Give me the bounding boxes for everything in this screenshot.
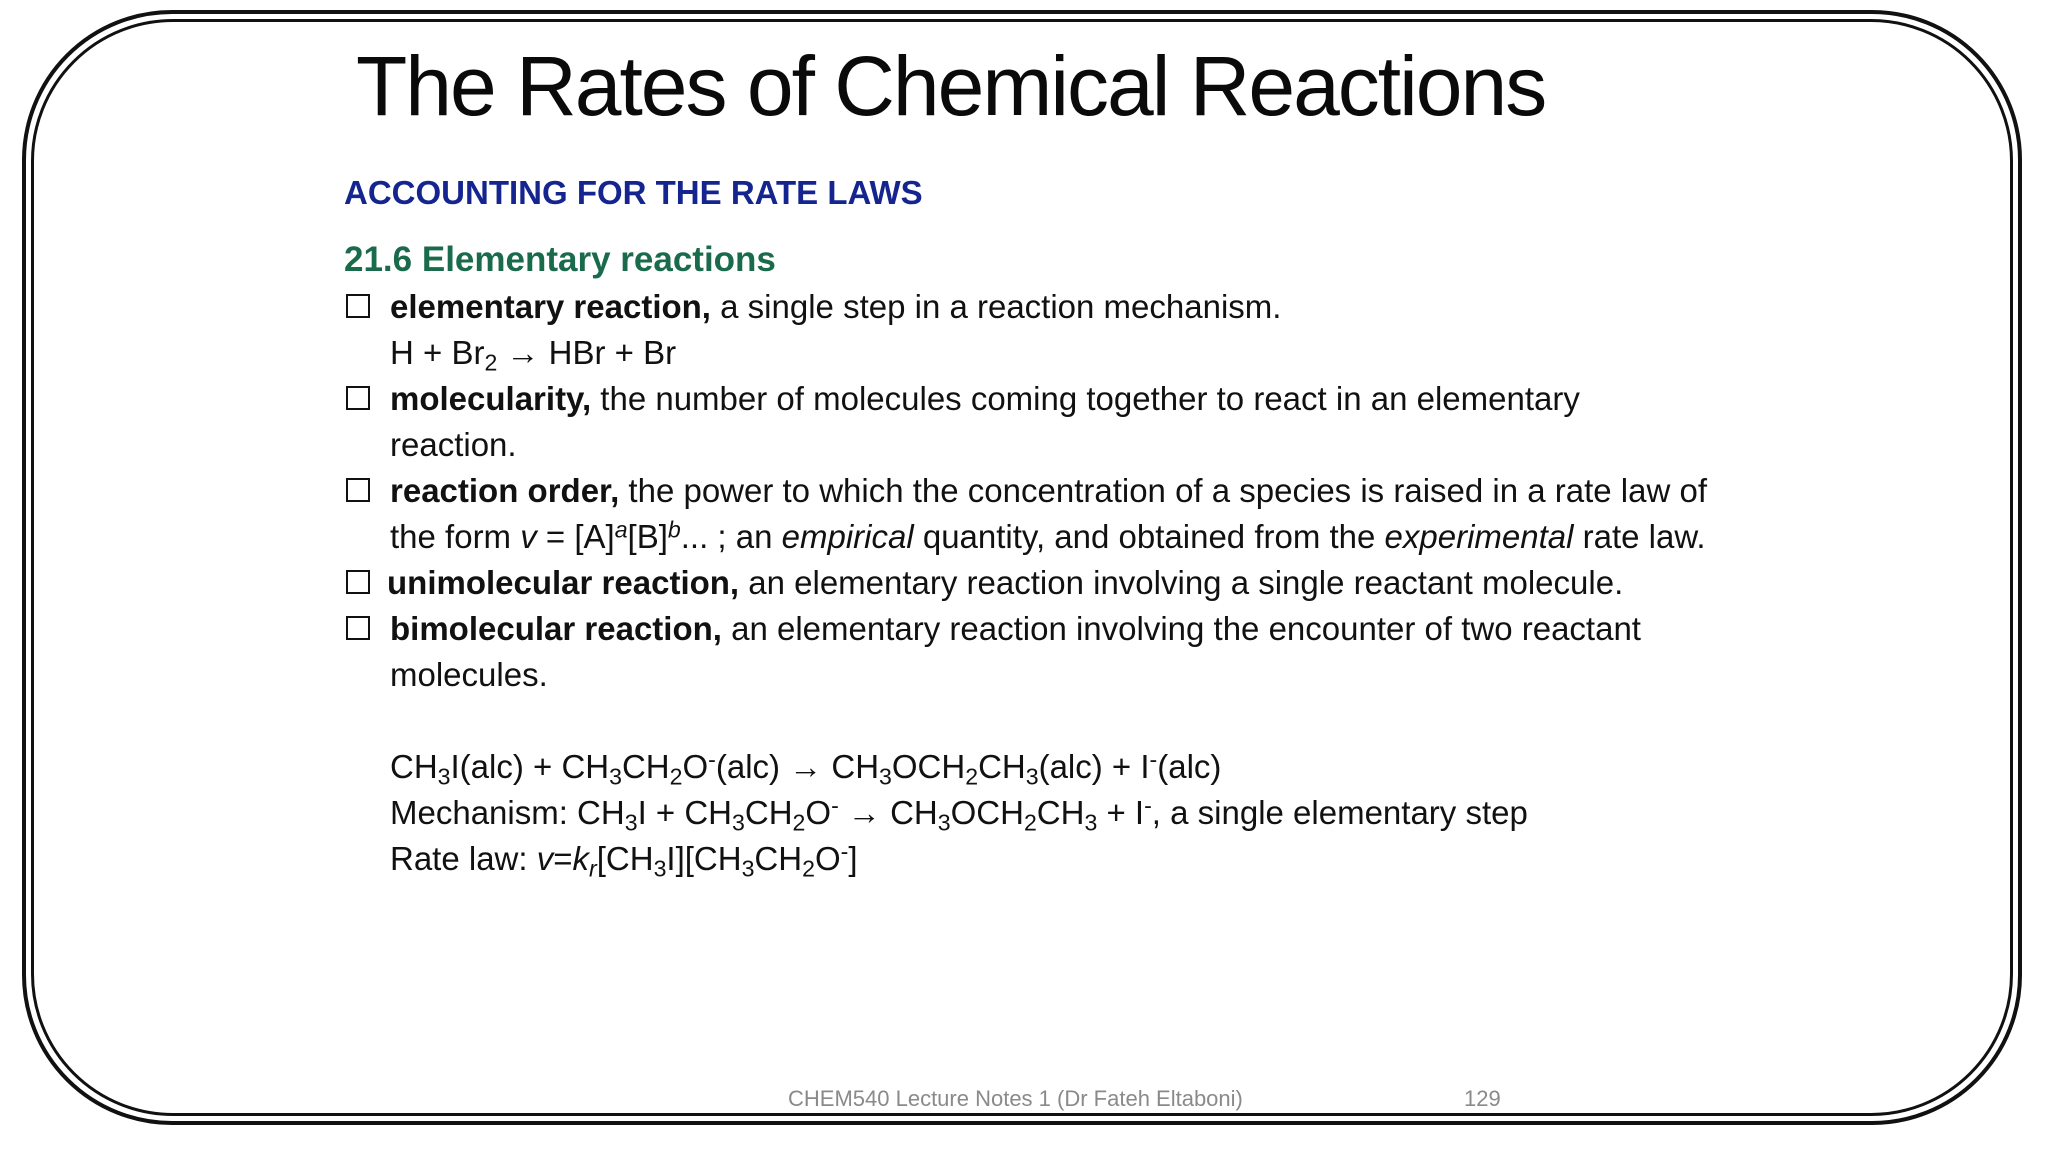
bullet-text: a single step in a reaction mechanism. <box>710 288 1282 325</box>
bullet-term: molecularity, <box>390 380 592 417</box>
checkbox-bullet-icon <box>346 570 370 594</box>
section-heading: ACCOUNTING FOR THE RATE LAWS <box>344 174 923 211</box>
bullet-text: an elementary reaction involving a single reactant molecule. <box>739 564 1624 601</box>
bullet-text: the number of molecules coming together to react in an elementary reaction. <box>390 380 1580 463</box>
bullet-term: reaction order, <box>390 472 620 509</box>
checkbox-bullet-icon <box>346 294 370 318</box>
bullet-example-equation <box>344 330 1714 376</box>
mechanism-text: Mechanism: $CH_3I + CH_3CH_2O^- \to CH_3OCH_2CH_3 + I^-$, a single elementary step <box>390 792 1528 836</box>
reaction-equation-text: $CH_3I(alc) + CH_3CH_2O^-(alc) \to CH_3OCH_2CH_3(alc) + I^-(alc)$ <box>390 746 1222 790</box>
checkbox-bullet-icon <box>346 616 370 640</box>
bullet-text: an elementary reaction involving the encounter of two reactant molecules. <box>390 610 1641 693</box>
spacer <box>344 698 1714 744</box>
rate-law-line <box>344 836 1714 882</box>
subsection-heading: 21.6 Elementary reactions <box>344 240 776 279</box>
bullet-text: the power to which the concentration of a species is raised in a rate law of the form $v = [A]^a[B]^b$... ; an empirical quantity, and obtained from the experimental rate law. <box>390 472 1708 555</box>
bullet-term: elementary reaction, <box>390 288 711 325</box>
rate-law-text: Rate law: $v=k_r[CH_3I][CH_3CH_2O^-]$ <box>390 838 858 882</box>
slide-title: The Rates of Chemical Reactions <box>356 39 1546 133</box>
slide-content <box>344 284 1714 882</box>
checkbox-bullet-icon <box>346 386 370 410</box>
mechanism-line <box>344 790 1714 836</box>
bullet-unimolecular-reaction <box>344 560 1714 606</box>
footer-text: CHEM540 Lecture Notes 1 (Dr Fateh Eltaboni) <box>788 1086 1243 1111</box>
bullet-reaction-order <box>344 468 1714 560</box>
bullet-term: bimolecular reaction, <box>390 610 722 647</box>
bullet-term: unimolecular reaction, <box>387 564 740 601</box>
bullet-bimolecular-reaction <box>344 606 1714 698</box>
bullet-elementary-reaction <box>344 284 1714 330</box>
checkbox-bullet-icon <box>346 478 370 502</box>
bullet-molecularity <box>344 376 1714 468</box>
equation-h-br2: $H + Br_2$ → HBr + Br <box>390 334 677 376</box>
footer-page-number: 129 <box>1464 1086 1501 1111</box>
reaction-equation <box>344 744 1714 790</box>
